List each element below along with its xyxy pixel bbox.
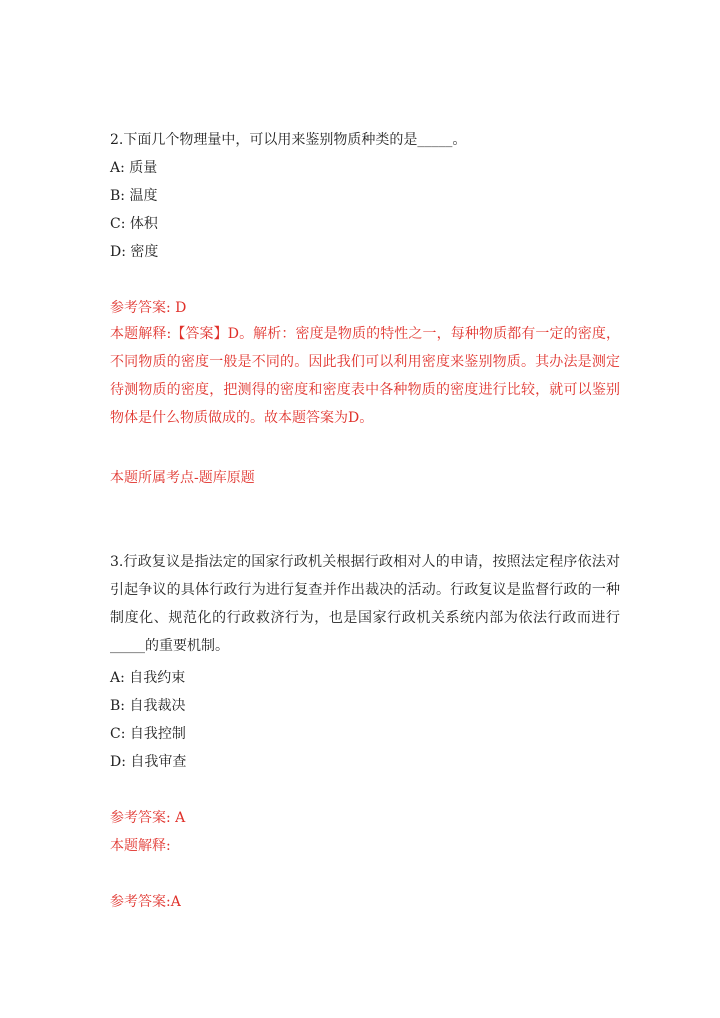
q2-option-a: A: 质量: [110, 160, 158, 176]
q3-stem: 3.行政复议是指法定的国家行政机关根据行政相对人的申请，按照法定程序依法对引起争议的具体行政行为进行复查并作出裁决的活动。行政复议是监督行政的一种制度化、规范化的行政救济行为，也是国家行政机关系统内部为依法行政而进行_____的重要机制。: [110, 554, 620, 654]
q2-explanation: 本题解释:【答案】D。解析：密度是物质的特性之一，每种物质都有一定的密度，不同物质的密度一般是不同的。因此我们可以利用密度来鉴别物质。其办法是测定待测物质的密度，把测得的密度和密度表中各种物质的密度进行比较，就可以鉴别物体是什么物质做成的。故本题答案为D。: [110, 326, 620, 426]
q3-explanation: 本题解释:: [110, 838, 171, 854]
q2-stem: 2.下面几个物理量中，可以用来鉴别物质种类的是_____。: [110, 132, 467, 148]
q3-option-a: A: 自我约束: [110, 670, 186, 686]
q3-option-b: B: 自我裁决: [110, 698, 186, 714]
q2-category: 本题所属考点-题库原题: [110, 470, 255, 486]
q3-option-d: D: 自我审查: [110, 754, 187, 770]
q3-answer-repeat: 参考答案:A: [110, 894, 181, 910]
q2-option-c: C: 体积: [110, 216, 158, 232]
q2-option-d: D: 密度: [110, 244, 159, 260]
q2-answer: 参考答案: D: [110, 300, 187, 316]
q3-answer: 参考答案: A: [110, 810, 186, 826]
q3-option-c: C: 自我控制: [110, 726, 186, 742]
q2-option-b: B: 温度: [110, 188, 158, 204]
